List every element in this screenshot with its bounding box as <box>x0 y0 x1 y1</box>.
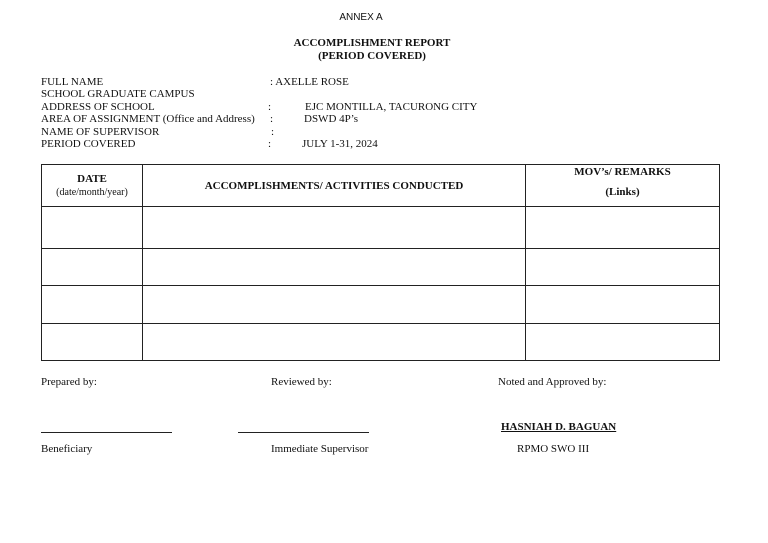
table-row <box>42 324 720 361</box>
approver-name: HASNIAH D. BAGUAN <box>501 421 617 433</box>
assignment-colon: : <box>270 113 274 125</box>
remarks-cell[interactable] <box>526 286 720 324</box>
remarks-cell[interactable] <box>526 324 720 361</box>
activity-cell[interactable] <box>143 207 526 249</box>
beneficiary-label: Beneficiary <box>41 443 93 455</box>
report-title: ACCOMPLISHMENT REPORT <box>293 37 451 49</box>
remarks-cell[interactable] <box>526 249 720 286</box>
table-header-row <box>42 165 720 207</box>
prepared-by-label: Prepared by: <box>41 376 97 388</box>
noted-by-label: Noted and Approved by: <box>498 376 607 388</box>
remarks-cell[interactable] <box>526 207 720 249</box>
activity-cell[interactable] <box>143 286 526 324</box>
supervisor-colon: : <box>271 126 275 138</box>
date-header-sub: (date/month/year) <box>56 187 128 198</box>
table-row <box>42 207 720 249</box>
assignment-label: AREA OF ASSIGNMENT (Office and Address) <box>41 113 255 125</box>
full-name-value: : AXELLE ROSE <box>270 76 349 88</box>
activity-cell[interactable] <box>143 324 526 361</box>
supervisor-label: NAME OF SUPERVISOR <box>41 126 160 138</box>
period-colon: : <box>268 138 272 150</box>
immediate-supervisor-label: Immediate Supervisor <box>271 443 369 455</box>
activity-cell[interactable] <box>143 249 526 286</box>
full-name-label: FULL NAME <box>41 76 104 88</box>
mov-header <box>526 165 720 207</box>
assignment-value: DSWD 4P’s <box>304 113 359 125</box>
address-colon: : <box>268 101 272 113</box>
address-label: ADDRESS OF SCHOOL <box>41 101 155 113</box>
table-row <box>42 249 720 286</box>
address-value: EJC MONTILLA, TACURONG CITY <box>305 101 478 113</box>
report-subtitle: (PERIOD COVERED) <box>318 50 426 62</box>
approver-title: RPMO SWO III <box>517 443 590 455</box>
mov-header-label: MOV’s/ REMARKS <box>574 165 671 178</box>
campus-label: SCHOOL GRADUATE CAMPUS <box>41 88 195 100</box>
supervisor-signature-line <box>238 432 369 433</box>
activities-header: ACCOMPLISHMENTS/ ACTIVITIES CONDUCTED <box>143 165 526 207</box>
accomplishment-table <box>41 164 720 361</box>
date-cell[interactable] <box>42 324 143 361</box>
reviewed-by-label: Reviewed by: <box>271 376 332 388</box>
date-header-label: DATE <box>77 173 107 185</box>
beneficiary-signature-line <box>41 432 172 433</box>
date-cell[interactable] <box>42 249 143 286</box>
period-label: PERIOD COVERED <box>41 138 136 150</box>
period-value: JULY 1-31, 2024 <box>302 138 378 150</box>
annex-label: ANNEX A <box>339 12 383 23</box>
date-cell[interactable] <box>42 286 143 324</box>
mov-header-sub: (Links) <box>605 185 640 198</box>
table-row <box>42 286 720 324</box>
date-cell[interactable] <box>42 207 143 249</box>
date-header <box>42 165 143 207</box>
